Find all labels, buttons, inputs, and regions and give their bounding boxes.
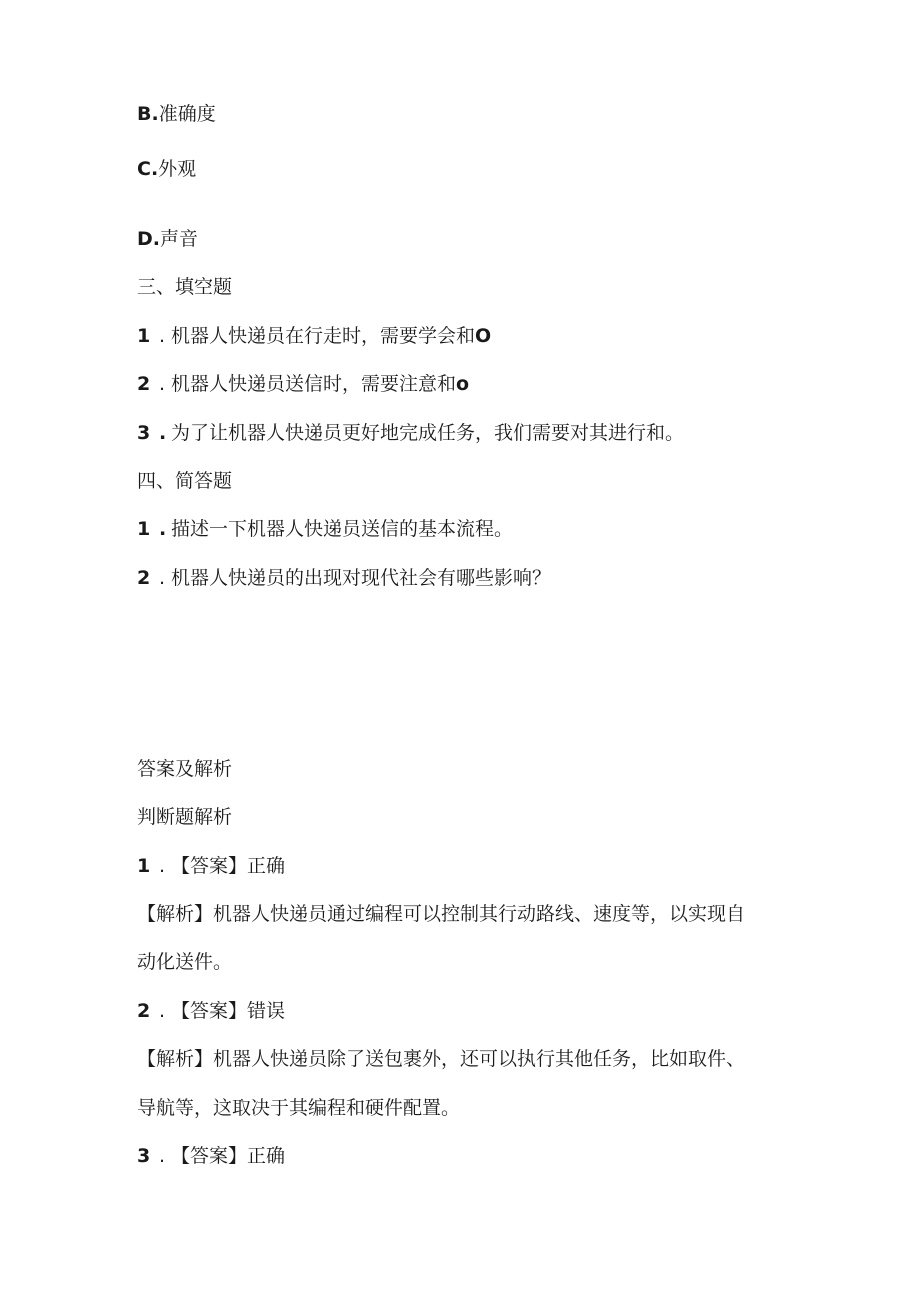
option-c (137, 156, 196, 182)
option-b (137, 101, 216, 127)
answer-separator: . (159, 1000, 166, 1022)
answers-subtitle: 判断题解析 (137, 806, 233, 828)
answer-3 (137, 1143, 285, 1169)
explanation-1-line-1: 【解析】机器人快递员通过编程可以控制其行动路线、速度等，以实现自 (137, 903, 746, 925)
question-number: 2 (137, 373, 151, 395)
question-tail: o (456, 373, 470, 395)
fill-in-question-1 (137, 323, 491, 349)
question-separator: . (159, 325, 166, 347)
question-separator: . (159, 518, 167, 540)
question-text: 描述一下机器人快递员送信的基本流程。 (171, 518, 514, 540)
answer-1 (137, 853, 285, 879)
answer-text: 【答案】正确 (171, 1145, 286, 1167)
option-d (137, 226, 198, 252)
question-separator: . (159, 567, 166, 589)
section-title-short-answer: 四、简答题 (137, 470, 233, 492)
fill-in-question-2 (137, 371, 469, 397)
question-text: 机器人快递员的出现对现代社会有哪些影响？ (171, 567, 552, 589)
question-text: 机器人快递员送信时，需要注意和 (171, 373, 457, 395)
short-answer-question-1 (137, 516, 513, 542)
answer-text: 【答案】正确 (171, 855, 286, 877)
answer-separator: . (159, 855, 166, 877)
question-text: 机器人快递员在行走时，需要学会和 (171, 325, 476, 347)
question-separator: . (159, 373, 166, 395)
question-number: 2 (137, 567, 151, 589)
question-number: 1 (137, 518, 151, 540)
option-text: 声音 (160, 228, 199, 250)
question-tail: O (475, 325, 492, 347)
answer-number: 2 (137, 1000, 151, 1022)
answer-number: 1 (137, 855, 151, 877)
question-number: 1 (137, 325, 151, 347)
option-letter: D. (137, 228, 160, 250)
fill-in-question-3 (137, 420, 684, 446)
option-letter: B. (137, 103, 159, 125)
answer-number: 3 (137, 1145, 151, 1167)
explanation-1-line-2: 动化送件。 (137, 951, 233, 973)
option-letter: C. (137, 158, 159, 180)
question-separator: . (159, 422, 167, 444)
short-answer-question-2 (137, 565, 551, 591)
option-text: 外观 (158, 158, 197, 180)
answers-title: 答案及解析 (137, 758, 233, 780)
question-text: 为了让机器人快递员更好地完成任务，我们需要对其进行和。 (171, 422, 685, 444)
explanation-2-line-2: 导航等，这取决于其编程和硬件配置。 (137, 1097, 461, 1119)
answer-separator: . (159, 1145, 166, 1167)
answer-2 (137, 998, 285, 1024)
option-text: 准确度 (158, 103, 216, 125)
explanation-2-line-1: 【解析】机器人快递员除了送包裹外，还可以执行其他任务，比如取件、 (137, 1048, 746, 1070)
answer-text: 【答案】错误 (171, 1000, 286, 1022)
question-number: 3 (137, 422, 151, 444)
section-title-fill-in: 三、填空题 (137, 276, 233, 298)
